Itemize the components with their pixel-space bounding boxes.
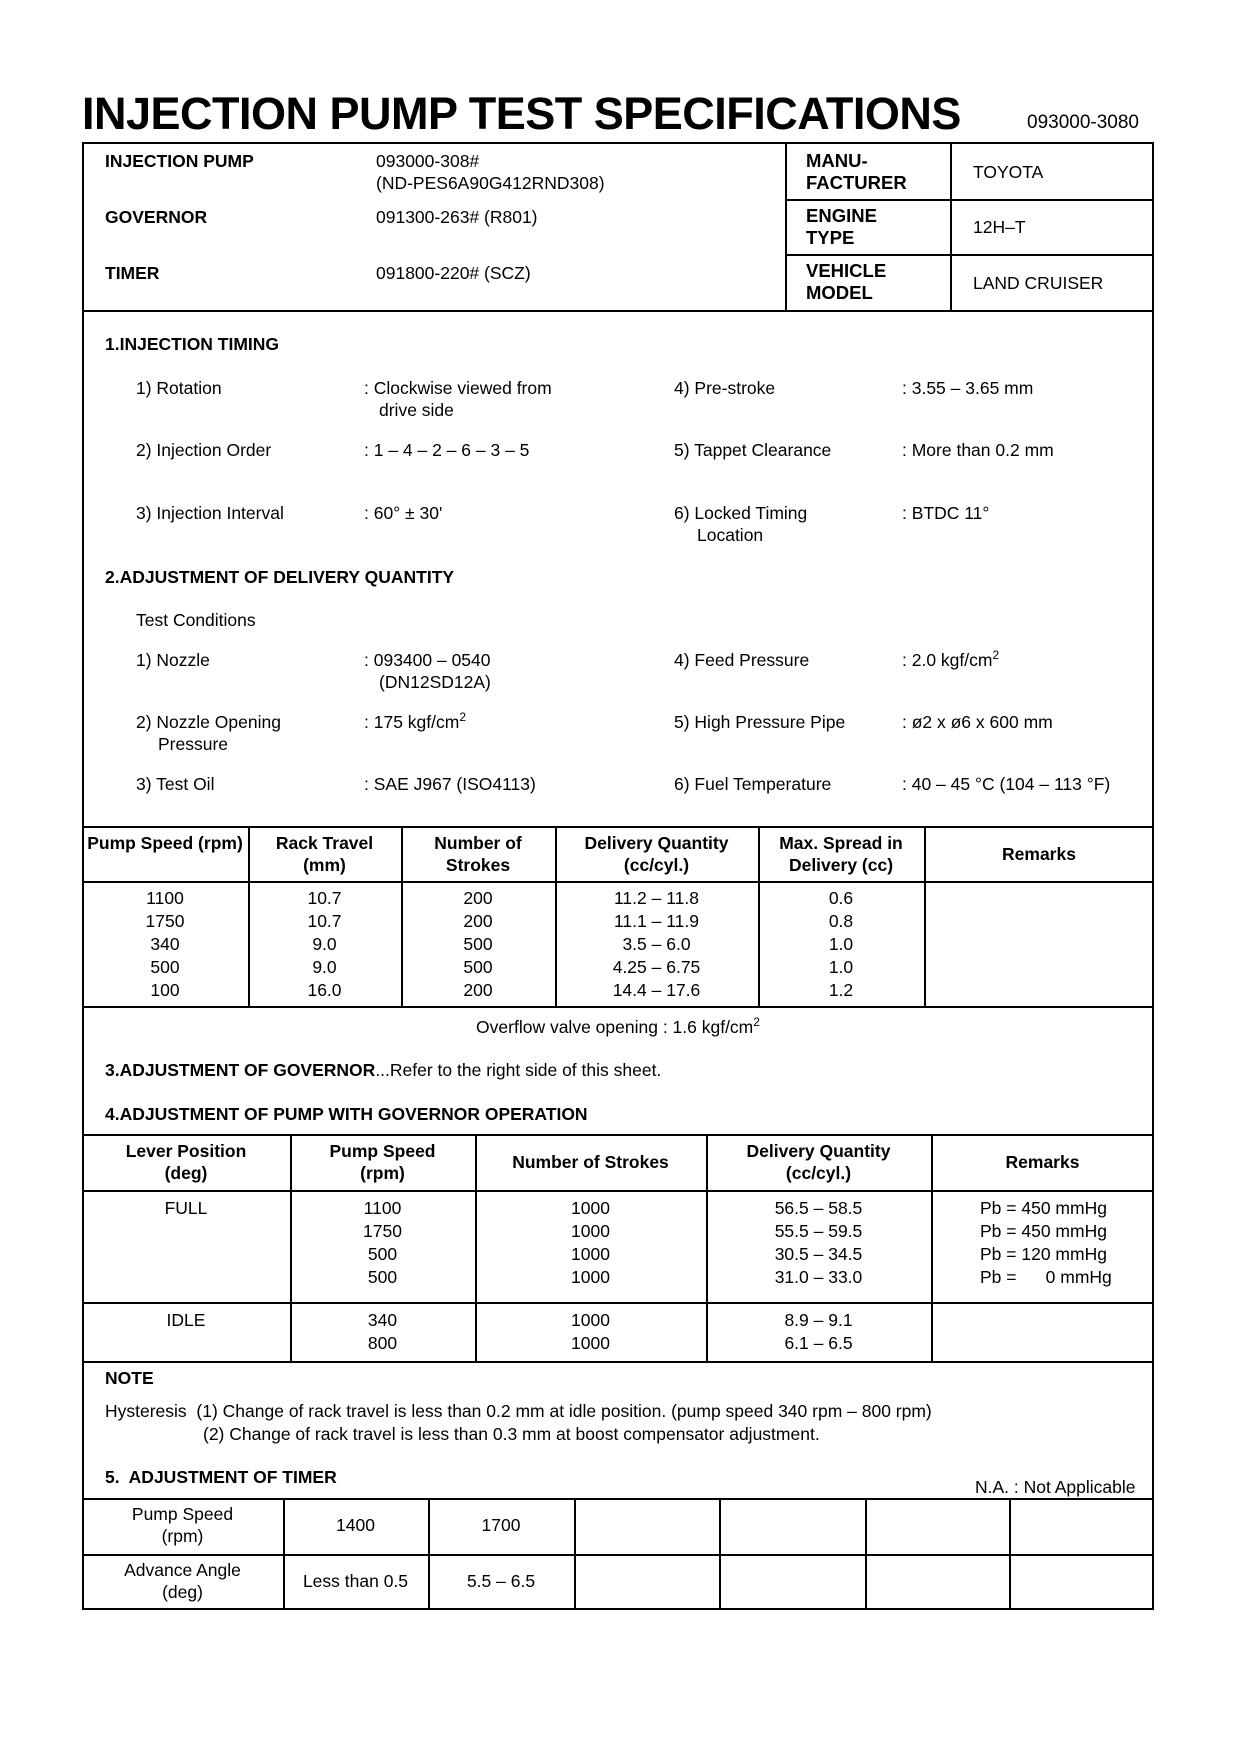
strokes-cell: 500	[463, 934, 493, 954]
timer-value: 091800-220# (SCZ)	[376, 263, 531, 283]
tappet-clearance-value: : More than 0.2 mm	[902, 440, 1054, 460]
section-heading-governor-operation: 4.ADJUSTMENT OF PUMP WITH GOVERNOR OPERATION	[105, 1104, 588, 1124]
column-header-pump-speed: Pump Speed (rpm)	[87, 833, 243, 853]
engine-type-label: ENGINE	[806, 205, 877, 226]
lever-position-full: FULL	[164, 1198, 208, 1218]
column-header-remarks: Remarks	[1005, 1152, 1080, 1172]
test-oil-label: 3) Test Oil	[136, 774, 215, 794]
table-column-line	[865, 1498, 867, 1610]
high-pressure-pipe-label: 5) High Pressure Pipe	[674, 712, 846, 732]
vehicle-model-label-2: MODEL	[806, 282, 873, 303]
rack-travel-cell: 16.0	[307, 980, 342, 1000]
timer-row-label-advance-angle: Advance Angle	[124, 1560, 241, 1580]
delivery-quantity-cell: 6.1 – 6.5	[784, 1333, 853, 1353]
manufacturer-label-2: FACTURER	[806, 172, 907, 193]
injection-pump-model: (ND-PES6A90G412RND308)	[376, 173, 605, 193]
strokes-cell: 200	[463, 980, 493, 1000]
page-title: INJECTION PUMP TEST SPECIFICATIONS	[82, 88, 961, 139]
pump-speed-cell: 340	[150, 934, 180, 954]
header-row-line	[785, 254, 1154, 256]
feed-pressure-label: 4) Feed Pressure	[674, 650, 810, 670]
pump-speed-cell: 1100	[146, 888, 184, 908]
prestroke-label: 4) Pre-stroke	[674, 378, 776, 398]
timer-row-label-pump-speed-unit: (rpm)	[161, 1526, 204, 1546]
hysteresis-note-2: (2) Change of rack travel is less than 0.3 mm at boost compensator adjustment.	[203, 1424, 820, 1444]
injection-interval-label: 3) Injection Interval	[136, 503, 284, 523]
delivery-quantity-cell: 11.1 – 11.9	[614, 911, 699, 931]
column-header-number-of-strokes: Number of Strokes	[512, 1152, 669, 1172]
delivery-quantity-cell: 3.5 – 6.0	[622, 934, 691, 954]
nozzle-value: : 093400 – 0540	[364, 650, 491, 670]
table-line	[82, 1134, 1154, 1136]
nozzle-opening-pressure-value: : 175 kgf/$cm^2$	[364, 710, 467, 732]
injection-pump-value: 093000-308#	[376, 151, 480, 171]
max-spread-cell: 1.0	[828, 934, 854, 954]
table-line	[82, 1006, 1154, 1008]
delivery-quantity-cell: 14.4 – 17.6	[612, 980, 701, 1000]
remarks-cell: Pb = 450 mmHg	[980, 1221, 1107, 1241]
nozzle-opening-pressure-label: 2) Nozzle Opening	[136, 712, 281, 732]
table-line	[82, 881, 1154, 883]
max-spread-cell: 0.6	[828, 888, 854, 908]
column-header-strokes: Number of	[434, 833, 522, 853]
locked-timing-label-2: Location	[697, 525, 764, 545]
vehicle-model-value: LAND CRUISER	[973, 273, 1104, 293]
pump-speed-cell: 500	[367, 1244, 398, 1264]
manufacturer-value: TOYOTA	[973, 162, 1044, 182]
timer-advance-angle-cell: Less than 0.5	[302, 1571, 409, 1591]
nozzle-value-2: (DN12SD12A)	[379, 672, 491, 692]
table-line	[82, 1190, 1154, 1192]
strokes-cell: 200	[463, 888, 493, 908]
section-divider	[82, 310, 1154, 312]
high-pressure-pipe-value: : ø2 x ø6 x 600 mm	[902, 712, 1053, 732]
lever-position-idle: IDLE	[166, 1310, 206, 1330]
strokes-cell: 1000	[571, 1310, 610, 1330]
strokes-cell: 1000	[571, 1244, 610, 1264]
governor-value: 091300-263# (R801)	[376, 207, 538, 227]
table-column-line	[719, 1498, 721, 1610]
max-spread-cell: 1.0	[828, 957, 854, 977]
rack-travel-cell: 9.0	[312, 957, 337, 977]
table-line	[82, 1361, 1154, 1363]
column-header-pump-speed-unit: (rpm)	[360, 1163, 405, 1183]
nozzle-opening-pressure-label-2: Pressure	[158, 734, 229, 754]
remarks-cell: Pb = 0 mmHg	[980, 1267, 1112, 1287]
column-header-rack-travel-unit: (mm)	[303, 855, 346, 875]
strokes-cell: 1000	[571, 1333, 610, 1353]
table-line	[82, 1498, 1154, 1500]
strokes-cell: 1000	[571, 1221, 610, 1241]
table-column-line	[574, 1498, 576, 1610]
section-heading-governor: 3.ADJUSTMENT OF GOVERNOR...Refer to the right side of this sheet.	[105, 1060, 662, 1080]
rotation-label: 1) Rotation	[136, 378, 222, 398]
timer-label: TIMER	[105, 263, 160, 283]
tappet-clearance-label: 5) Tappet Clearance	[674, 440, 832, 460]
pump-speed-cell: 800	[367, 1333, 398, 1353]
delivery-quantity-cell: 31.0 – 33.0	[774, 1267, 863, 1287]
vehicle-model-label: VEHICLE	[806, 260, 887, 281]
delivery-quantity-cell: 8.9 – 9.1	[784, 1310, 853, 1330]
na-legend: N.A. : Not Applicable	[975, 1477, 1136, 1497]
column-header-strokes-2: Strokes	[445, 855, 511, 875]
rack-travel-cell: 10.7	[307, 911, 342, 931]
rack-travel-cell: 9.0	[312, 934, 337, 954]
table-line	[82, 1302, 1154, 1304]
section-heading-timer: 5. ADJUSTMENT OF TIMER	[105, 1467, 337, 1487]
column-header-delivery-quantity-unit: (cc/cyl.)	[623, 855, 690, 875]
delivery-quantity-cell: 11.2 – 11.8	[614, 888, 699, 908]
pump-speed-cell: 340	[367, 1310, 398, 1330]
table-line	[82, 1554, 1154, 1556]
column-header-delivery-quantity-unit: (cc/cyl.)	[785, 1163, 852, 1183]
timer-row-label-advance-angle-unit: (deg)	[162, 1582, 203, 1602]
fuel-temperature-label: 6) Fuel Temperature	[674, 774, 832, 794]
document-number: 093000-3080	[1027, 112, 1139, 133]
injection-interval-value: : 60° ± 30'	[364, 503, 443, 523]
feed-pressure-value: : 2.0 kgf/$cm^2$	[902, 648, 1000, 670]
pump-speed-cell: 500	[367, 1267, 398, 1287]
delivery-quantity-cell: 30.5 – 34.5	[774, 1244, 863, 1264]
column-header-pump-speed: Pump Speed	[329, 1141, 436, 1161]
injection-order-label: 2) Injection Order	[136, 440, 272, 460]
column-header-delivery-quantity: Delivery Quantity	[746, 1141, 891, 1161]
manufacturer-label: MANU-	[806, 150, 868, 171]
table-column-line	[1009, 1498, 1011, 1610]
pump-speed-cell: 500	[150, 957, 180, 977]
injection-pump-label: INJECTION PUMP	[105, 151, 254, 171]
max-spread-cell: 0.8	[828, 911, 854, 931]
strokes-cell: 500	[463, 957, 493, 977]
injection-order-value: : 1 – 4 – 2 – 6 – 3 – 5	[364, 440, 530, 460]
pump-speed-cell: 100	[150, 980, 180, 1000]
engine-type-label-2: TYPE	[806, 227, 855, 248]
column-header-remarks: Remarks	[1002, 844, 1076, 864]
delivery-quantity-cell: 56.5 – 58.5	[774, 1198, 863, 1218]
rotation-value-2: drive side	[379, 400, 454, 420]
timer-advance-angle-cell: 5.5 – 6.5	[466, 1571, 536, 1591]
strokes-cell: 200	[463, 911, 493, 931]
engine-type-value: 12H–T	[973, 217, 1026, 237]
column-header-max-spread-unit: Delivery (cc)	[788, 855, 894, 875]
section-heading-delivery-quantity: 2.ADJUSTMENT OF DELIVERY QUANTITY	[105, 567, 455, 587]
nozzle-label: 1) Nozzle	[136, 650, 210, 670]
hysteresis-note-1: Hysteresis (1) Change of rack travel is less than 0.2 mm at idle position. (pump speed 340 rpm – 800 rpm)	[105, 1401, 932, 1421]
fuel-temperature-value: : 40 – 45 °C (104 – 113 °F)	[902, 774, 1111, 794]
overflow-valve-note: Overflow valve opening : 1.6 kgf/$cm^2$	[476, 1015, 760, 1037]
test-conditions-label: Test Conditions	[136, 610, 256, 630]
pump-speed-cell: 1750	[145, 911, 185, 931]
timer-pump-speed-cell: 1700	[481, 1515, 521, 1535]
remarks-cell: Pb = 120 mmHg	[980, 1244, 1107, 1264]
header-divider	[785, 142, 787, 310]
note-heading: NOTE	[105, 1368, 154, 1388]
delivery-quantity-cell: 4.25 – 6.75	[612, 957, 701, 977]
timer-row-label-pump-speed: Pump Speed	[131, 1504, 234, 1524]
column-header-lever-position: Lever Position	[125, 1141, 247, 1161]
header-row-line	[785, 199, 1154, 201]
remarks-cell: Pb = 450 mmHg	[980, 1198, 1107, 1218]
test-oil-value: : SAE J967 (ISO4113)	[364, 774, 536, 794]
locked-timing-value: : BTDC 11°	[902, 503, 990, 523]
header-divider	[950, 142, 952, 310]
column-header-rack-travel: Rack Travel	[275, 833, 374, 853]
pump-speed-cell: 1750	[363, 1221, 402, 1241]
column-header-max-spread: Max. Spread in	[779, 833, 903, 853]
delivery-quantity-cell: 55.5 – 59.5	[774, 1221, 863, 1241]
strokes-cell: 1000	[571, 1267, 610, 1287]
table-line	[82, 826, 1154, 828]
prestroke-value: : 3.55 – 3.65 mm	[902, 378, 1034, 398]
governor-label: GOVERNOR	[105, 207, 208, 227]
locked-timing-label: 6) Locked Timing	[674, 503, 808, 523]
max-spread-cell: 1.2	[828, 980, 854, 1000]
column-header-delivery-quantity: Delivery Quantity	[584, 833, 729, 853]
strokes-cell: 1000	[571, 1198, 610, 1218]
rotation-value: : Clockwise viewed from	[364, 378, 552, 398]
pump-speed-cell: 1100	[363, 1198, 402, 1218]
column-header-lever-position-unit: (deg)	[164, 1163, 208, 1183]
section-heading-injection-timing: 1.INJECTION TIMING	[105, 334, 280, 354]
rack-travel-cell: 10.7	[307, 888, 342, 908]
timer-pump-speed-cell: 1400	[336, 1515, 375, 1535]
